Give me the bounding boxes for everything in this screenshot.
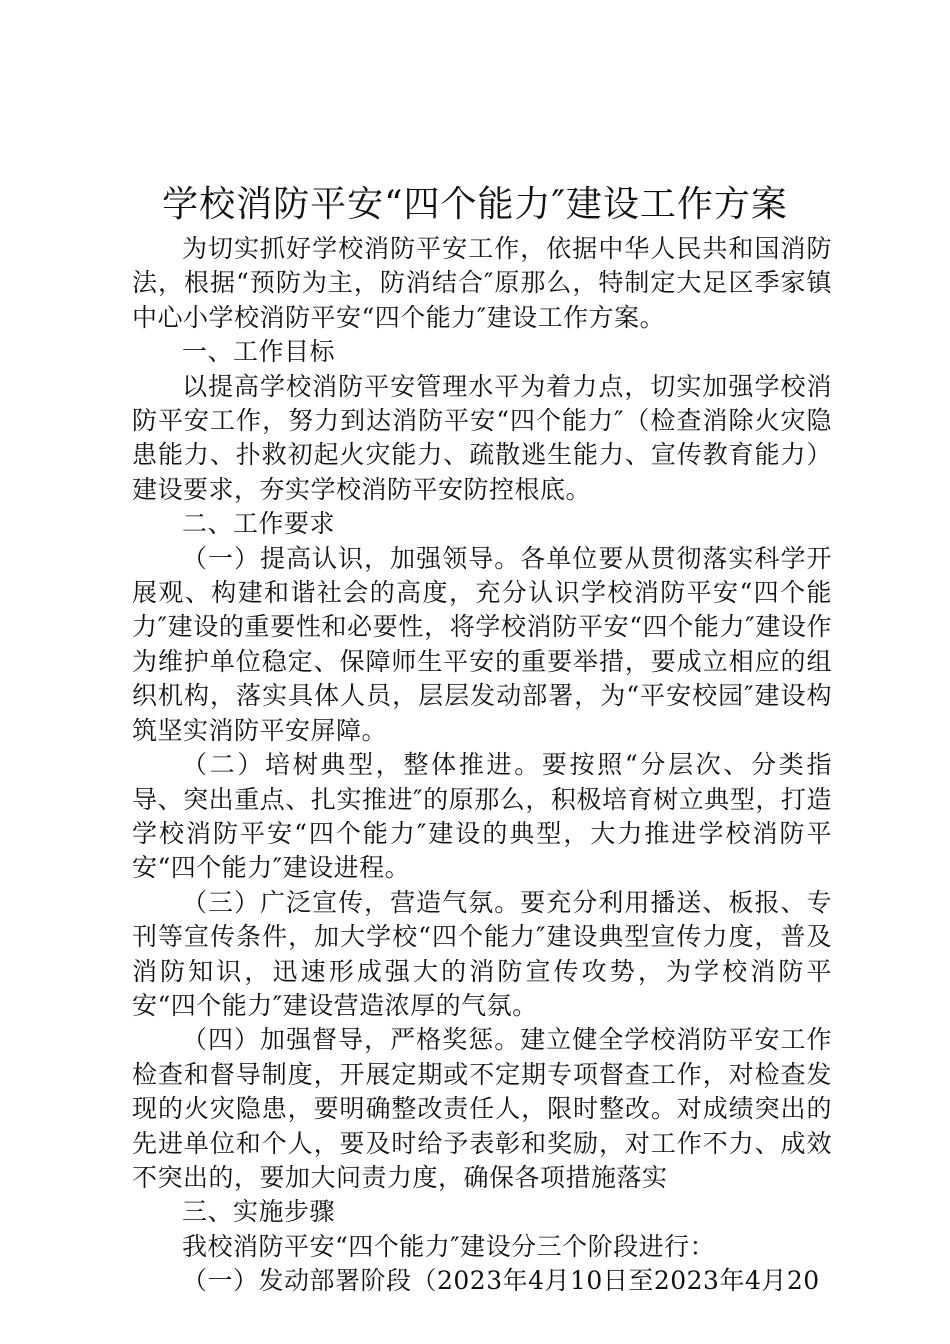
paragraph-step-1: （一）发动部署阶段（2023年4月10日至2023年4月20 bbox=[182, 1266, 820, 1296]
section-heading-steps: 三、实施步骤 bbox=[182, 1197, 336, 1227]
section-heading-requirements: 二、工作要求 bbox=[182, 509, 336, 539]
document-title: 学校消防平安“四个能力″建设工作方案 bbox=[162, 184, 788, 225]
section-heading-goals: 一、工作目标 bbox=[182, 337, 336, 367]
paragraph-requirement-3: （三）广泛宣传，营造气氛。要充分利用播送、板报、专刊等宣传条件，加大学校“四个能力″建设典型宣传力度，普及消防知识，迅速形成强大的消防宣传攻势，为学校消防平安“四个能力″建设营造浓厚的气氛。 bbox=[132, 887, 832, 1020]
paragraph-requirement-2: （二）培树典型，整体推进。要按照“分层次、分类指导、突出重点、扎实推进″的原那么，积极培育树立典型，打造学校消防平安“四个能力″建设的典型，大力推进学校消防平安“四个能力″建设进程。 bbox=[132, 750, 832, 883]
paragraph-requirement-1: （一）提高认识，加强领导。各单位要从贯彻落实科学开展观、构建和谐社会的高度，充分认识学校消防平安“四个能力″建设的重要性和必要性，将学校消防平安“四个能力″建设作为维护单位稳定、保障师生平安的重要举措，要成立相应的组织机构，落实具体人员，层层发动部署，为“平安校园″建设构筑坚实消防平安屏障。 bbox=[132, 543, 832, 745]
paragraph-steps-intro: 我校消防平安“四个能力″建设分三个阶段进行： bbox=[182, 1231, 716, 1261]
paragraph-requirement-4: （四）加强督导，严格奖惩。建立健全学校消防平安工作检查和督导制度，开展定期或不定期专项督查工作，对检查发现的火灾隐患，要明确整改责任人，限时整改。对成绩突出的先进单位和个人，要及时给予表彰和奖励，对工作不力、成效不突出的，要加大问责力度，确保各项措施落实 bbox=[132, 1025, 832, 1192]
paragraph-goals: 以提高学校消防平安管理水平为着力点，切实加强学校消防平安工作，努力到达消防平安“四个能力″（检查消除火灾隐患能力、扑救初起火灾能力、疏散逃生能力、宣传教育能力）建设要求，夯实学校消防平安防控根底。 bbox=[132, 371, 832, 504]
paragraph-intro: 为切实抓好学校消防平安工作，依据中华人民共和国消防法，根据“预防为主，防消结合″原那么，特制定大足区季家镇中心小学校消防平安“四个能力″建设工作方案。 bbox=[132, 234, 832, 332]
document-body bbox=[132, 232, 832, 1299]
